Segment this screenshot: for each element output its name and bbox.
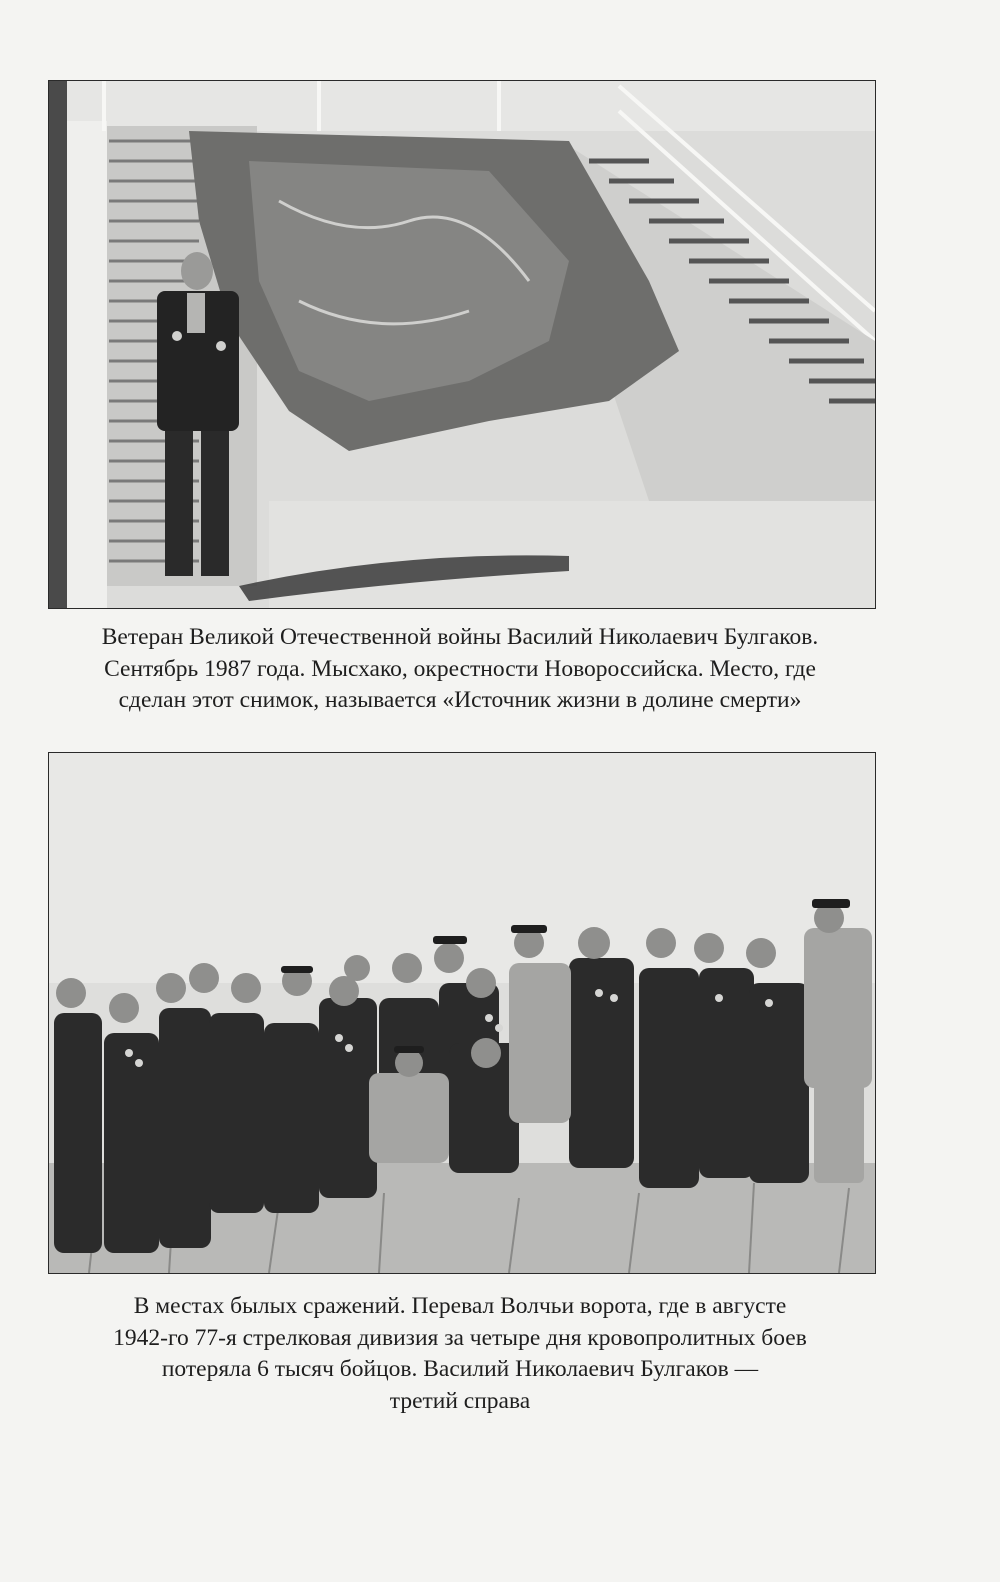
veterans-group-illustration [49,753,875,1273]
caption-line: третий справа [389,1387,531,1414]
memorial-staircase-photo [48,80,876,609]
photo-caption-1 [40,622,880,717]
caption-line: потеряла 6 тысяч бойцов. Василий Николаевич Булгаков — [161,1356,759,1382]
photo-caption-2 [40,1291,880,1417]
caption-line: Ветеран Великой Отечественной войны Василий Николаевич Булгаков. [101,624,819,650]
caption-line: В местах былых сражений. Перевал Волчьи ворота, где в августе [133,1293,787,1319]
memorial-staircase-illustration [49,81,875,608]
veterans-group-photo [48,752,876,1274]
caption-line: 1942-го 77-я стрелковая дивизия за четыре дня кровопролитных боев [113,1324,807,1351]
caption-line: Сентябрь 1987 года. Мысхако, окрестности Новороссийска. Место, где [104,655,816,682]
caption-line: сделан этот снимок, называется «Источник жизни в долине смерти» [118,687,802,713]
